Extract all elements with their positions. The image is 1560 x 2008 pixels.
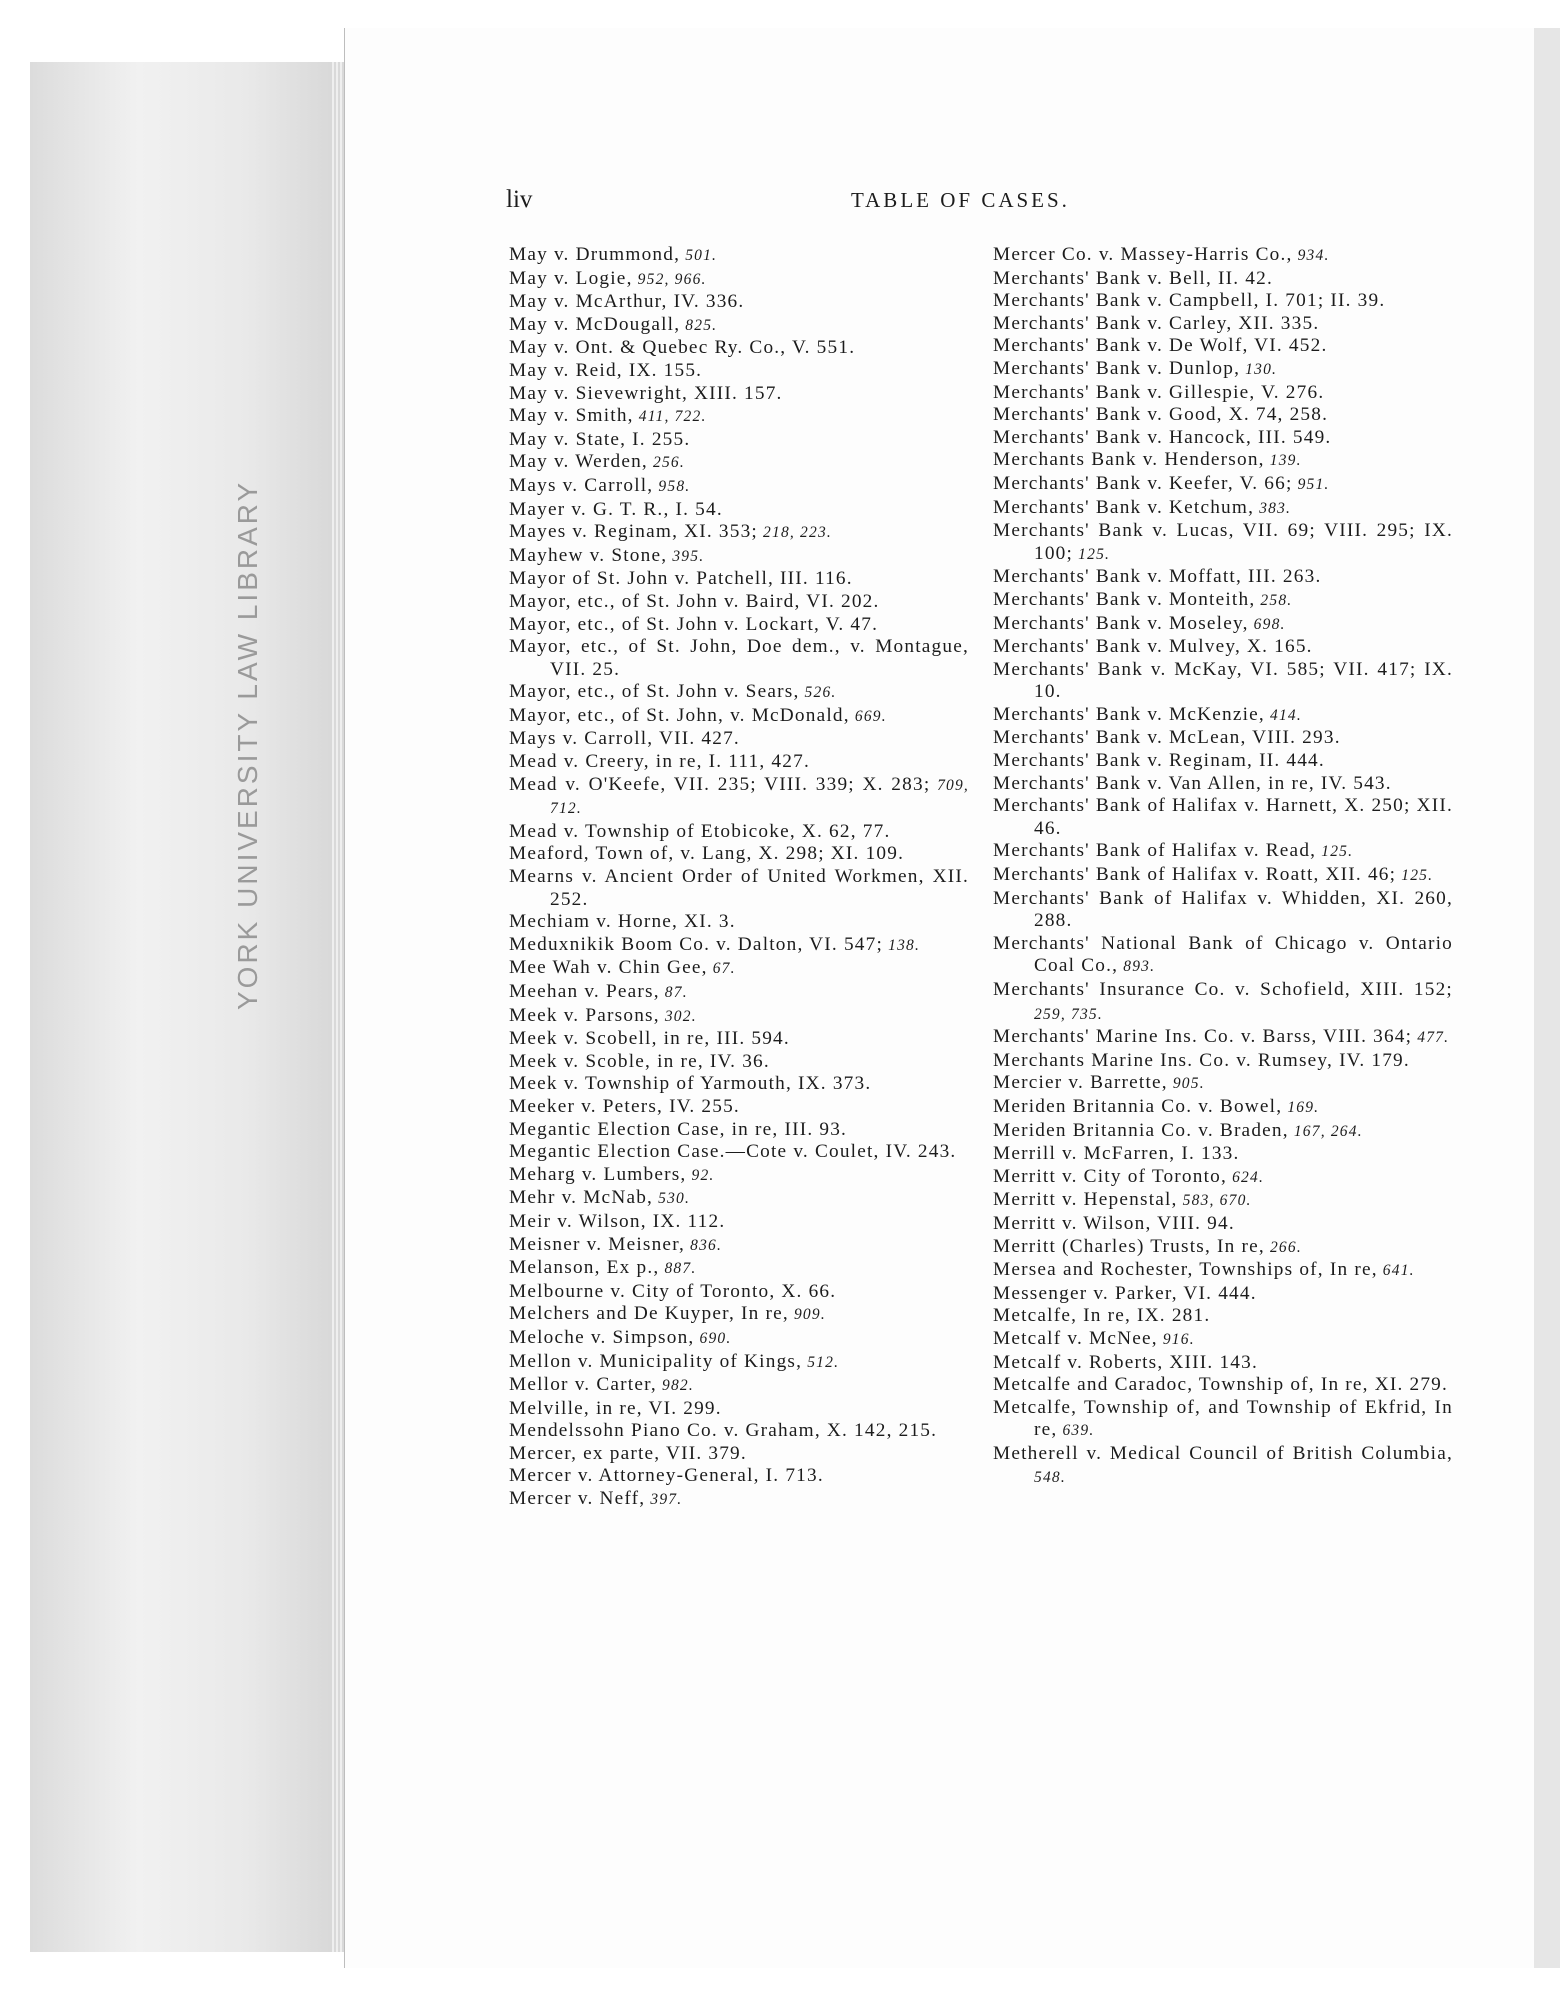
- case-citation: Merchants' Bank v. Carley, XII. 335.: [993, 312, 1320, 334]
- case-entry: [509, 314, 969, 338]
- case-entry: [509, 774, 969, 821]
- case-entry: [509, 451, 969, 475]
- page-reference: 125.: [1316, 843, 1354, 861]
- case-citation: Merchants' Bank v. Ketchum,: [993, 496, 1255, 518]
- case-entry: [509, 1465, 969, 1488]
- page-reference: 395.: [667, 547, 705, 565]
- case-entry: [993, 1026, 1453, 1050]
- page-reference: 639.: [1057, 1422, 1095, 1440]
- page-reference: 958.: [653, 477, 691, 495]
- case-entry: [993, 268, 1453, 291]
- case-entry: [993, 473, 1453, 497]
- case-entry: [509, 337, 969, 360]
- page-reference: 909.: [788, 1306, 826, 1324]
- right-column: [993, 244, 1453, 1490]
- case-entry: [509, 911, 969, 934]
- case-entry: [509, 383, 969, 406]
- page-reference: 526.: [799, 684, 837, 702]
- page-reference: 67.: [707, 960, 736, 978]
- case-entry: [993, 1328, 1453, 1352]
- case-citation: Merchants' Bank v. Mulvey, X. 165.: [993, 636, 1313, 658]
- page-reference: 258.: [1255, 591, 1293, 609]
- page-reference: 905.: [1167, 1075, 1205, 1093]
- page-reference: 130.: [1240, 360, 1278, 378]
- case-citation: Meisner v. Meisner,: [509, 1233, 686, 1255]
- case-entry: [509, 1187, 969, 1211]
- case-entry: [993, 290, 1453, 313]
- case-entry: [509, 1443, 969, 1466]
- case-citation: Merchants' Bank of Halifax v. Roatt, XII. 46;: [993, 864, 1397, 886]
- case-entry: [509, 957, 969, 981]
- page-reference: 477.: [1412, 1029, 1450, 1047]
- page-edges: [330, 62, 344, 1952]
- case-entry: [993, 1189, 1453, 1213]
- case-entry: [509, 1303, 969, 1327]
- case-entry: [993, 566, 1453, 589]
- page-reference: 583, 670.: [1177, 1192, 1252, 1210]
- page-reference: 641.: [1377, 1262, 1415, 1280]
- case-entry: [993, 1283, 1453, 1306]
- case-entry: [993, 335, 1453, 358]
- case-entry: [993, 840, 1453, 864]
- case-entry: [509, 268, 969, 292]
- case-entry: [509, 728, 969, 751]
- case-entry: [509, 1234, 969, 1258]
- case-citation: Merchants' Bank v. Monteith,: [993, 588, 1256, 610]
- case-entry: [509, 499, 969, 522]
- page-reference: 501.: [680, 247, 718, 264]
- case-citation: Mays v. Carroll, VII. 427.: [509, 728, 740, 750]
- case-entry: [509, 1281, 969, 1304]
- case-citation: Metcalf v. Roberts, XIII. 143.: [993, 1351, 1258, 1373]
- case-entry: [993, 520, 1453, 566]
- case-citation: Meloche v. Simpson,: [509, 1326, 695, 1348]
- case-citation: Melbourne v. City of Toronto, X. 66.: [509, 1280, 837, 1302]
- case-entry: [509, 866, 969, 911]
- case-citation: Merchants' Bank v. McKenzie,: [993, 703, 1265, 725]
- case-entry: [993, 404, 1453, 427]
- case-entry: [509, 934, 969, 958]
- page-reference: 669.: [849, 707, 887, 725]
- page-reference: 259, 735.: [1034, 1005, 1103, 1023]
- case-entry: [993, 427, 1453, 450]
- case-entry: [509, 1211, 969, 1234]
- case-entry: [993, 313, 1453, 336]
- case-citation: Meek v. Scoble, in re, IV. 36.: [509, 1050, 770, 1072]
- page-number: liv: [506, 186, 533, 213]
- case-citation: Merchants' Bank v. Good, X. 74, 258.: [993, 404, 1329, 426]
- case-entry: [993, 773, 1453, 796]
- case-entry: [993, 1236, 1453, 1260]
- case-entry: [993, 659, 1453, 704]
- case-entry: [509, 1398, 969, 1421]
- case-citation: Metcalfe, In re, IX. 281.: [993, 1305, 1211, 1327]
- case-citation: Meek v. Township of Yarmouth, IX. 373.: [509, 1073, 872, 1095]
- case-entry: [993, 382, 1453, 405]
- case-citation: Merchants' Bank v. Bell, II. 42.: [993, 267, 1273, 289]
- case-citation: Mead v. Creery, in re, I. 111, 427.: [509, 751, 810, 773]
- case-entry: [509, 1164, 969, 1188]
- case-citation: Merrill v. McFarren, I. 133.: [993, 1143, 1240, 1165]
- case-entry: [509, 1028, 969, 1051]
- case-citation: Meriden Britannia Co. v. Bowel,: [993, 1095, 1283, 1117]
- book-spine: [30, 62, 341, 1952]
- case-entry: [509, 1051, 969, 1074]
- page-reference: 87.: [659, 984, 688, 1001]
- case-citation: Mercer v. Attorney-General, I. 713.: [509, 1465, 824, 1487]
- case-citation: Mersea and Rochester, Townships of, In re,: [993, 1259, 1378, 1281]
- case-entry: [509, 1420, 969, 1443]
- case-entry: [993, 888, 1453, 933]
- case-citation: Mercer Co. v. Massey-Harris Co.,: [993, 244, 1293, 265]
- page-reference: 934.: [1292, 247, 1330, 264]
- case-citation: Mayor, etc., of St. John, v. McDonald,: [509, 704, 850, 726]
- case-entry: [993, 704, 1453, 728]
- case-entry: [509, 1005, 969, 1029]
- case-citation: Mayor of St. John v. Patchell, III. 116.: [509, 568, 853, 590]
- case-citation: Mays v. Carroll,: [509, 474, 654, 496]
- case-citation: May v. Reid, IX. 155.: [509, 359, 703, 381]
- case-entry: [993, 589, 1453, 613]
- case-entry: [509, 1119, 969, 1142]
- case-citation: Messenger v. Parker, VI. 444.: [993, 1282, 1257, 1304]
- case-entry: [993, 1143, 1453, 1166]
- page-reference: 951.: [1292, 475, 1330, 493]
- case-entry: [993, 613, 1453, 637]
- case-citation: Merchants' Bank v. Dunlop,: [993, 357, 1241, 379]
- case-citation: May v. Logie,: [509, 267, 633, 289]
- case-entry: [509, 843, 969, 866]
- case-citation: Merchants' Bank v. Lucas, VII. 69; VIII. 295; IX. 100;: [993, 520, 1453, 564]
- page-reference: 302.: [659, 1007, 697, 1025]
- case-citation: Meharg v. Lumbers,: [509, 1163, 687, 1185]
- case-citation: Meek v. Parsons,: [509, 1004, 660, 1026]
- case-entry: [509, 591, 969, 614]
- case-citation: Merritt v. Wilson, VIII. 94.: [993, 1212, 1235, 1234]
- case-citation: Merchants' Bank v. McKay, VI. 585; VII. 417; IX. 10.: [993, 658, 1453, 703]
- case-entry: [509, 291, 969, 314]
- case-entry: [509, 429, 969, 452]
- case-citation: Merchants' Bank v. Campbell, I. 701; II. 39.: [993, 290, 1386, 312]
- case-entry: [509, 636, 969, 681]
- case-entry: [509, 1073, 969, 1096]
- case-entry: [993, 358, 1453, 382]
- case-entry: [509, 1374, 969, 1398]
- page-reference: 690.: [694, 1329, 732, 1347]
- case-entry: [509, 521, 969, 545]
- page-reference: 916.: [1157, 1330, 1195, 1348]
- case-citation: Merritt v. City of Toronto,: [993, 1165, 1228, 1187]
- page-reference: 893.: [1118, 958, 1156, 976]
- case-entry: [509, 475, 969, 499]
- page-reference: 397.: [645, 1491, 683, 1509]
- case-citation: Mayor, etc., of St. John, Doe dem., v. Montague, VII. 25.: [509, 636, 969, 680]
- right-page-edge: [1534, 28, 1560, 1968]
- case-entry: [993, 1096, 1453, 1120]
- case-citation: Merchants' Bank v. Van Allen, in re, IV. 543.: [993, 772, 1392, 794]
- case-citation: Meir v. Wilson, IX. 112.: [509, 1210, 726, 1232]
- case-citation: May v. McDougall,: [509, 313, 681, 335]
- page-reference: 952, 966.: [632, 270, 707, 288]
- case-citation: Merchants' Marine Ins. Co. v. Barss, VIII. 364;: [993, 1026, 1413, 1048]
- case-citation: Mellon v. Municipality of Kings,: [509, 1350, 803, 1372]
- case-entry: [993, 244, 1453, 268]
- page-reference: 266.: [1264, 1238, 1302, 1256]
- running-title: TABLE OF CASES.: [851, 188, 1070, 212]
- case-entry: [509, 244, 969, 268]
- case-citation: Merchants Marine Ins. Co. v. Rumsey, IV. 179.: [993, 1049, 1410, 1071]
- page-reference: 138.: [883, 936, 921, 954]
- case-citation: Melchers and De Kuyper, In re,: [509, 1303, 789, 1325]
- case-entry: [509, 405, 969, 429]
- case-entry: [993, 1120, 1453, 1144]
- case-citation: Mehr v. McNab,: [509, 1187, 654, 1209]
- case-citation: Mayhew v. Stone,: [509, 544, 668, 566]
- page-reference: 512.: [802, 1353, 840, 1371]
- case-citation: Merritt (Charles) Trusts, In re,: [993, 1235, 1265, 1257]
- case-entry: [993, 1072, 1453, 1096]
- page-reference: 548.: [1034, 1469, 1066, 1487]
- page-reference: 125.: [1073, 545, 1111, 563]
- case-citation: May v. Ont. & Quebec Ry. Co., V. 551.: [509, 337, 856, 359]
- case-citation: Mayor, etc., of St. John v. Lockart, V. 47.: [509, 613, 879, 635]
- case-entry: [993, 1305, 1453, 1328]
- case-entry: [993, 1374, 1453, 1397]
- case-citation: May v. Werden,: [509, 451, 648, 473]
- page-reference: 825.: [680, 316, 718, 334]
- case-entry: [993, 1213, 1453, 1236]
- case-entry: [993, 497, 1453, 521]
- case-citation: Meaford, Town of, v. Lang, X. 298; XI. 109.: [509, 843, 905, 865]
- case-citation: Merchants' Bank v. Hancock, III. 549.: [993, 426, 1332, 448]
- left-column: [509, 244, 969, 1512]
- case-entry: [993, 449, 1453, 473]
- case-citation: Merchants' Bank v. McLean, VIII. 293.: [993, 727, 1341, 749]
- case-citation: Metcalfe, Township of, and Township of Ekfrid, In re,: [993, 1396, 1453, 1441]
- case-entry: [509, 568, 969, 591]
- page-reference: 414.: [1264, 706, 1302, 724]
- case-entry: [509, 1141, 969, 1164]
- case-citation: Merchants' Bank v. Moseley,: [993, 612, 1249, 634]
- case-citation: Merchants' Bank of Halifax v. Read,: [993, 840, 1317, 862]
- page-reference: 125.: [1396, 867, 1434, 885]
- case-citation: Mayer v. G. T. R., I. 54.: [509, 498, 723, 520]
- case-entry: [993, 1352, 1453, 1375]
- case-citation: Merchants' Bank v. Keefer, V. 66;: [993, 472, 1293, 494]
- case-citation: Mercer v. Neff,: [509, 1488, 646, 1510]
- case-citation: Merchants' Bank of Halifax v. Harnett, X. 250; XII. 46.: [993, 795, 1453, 839]
- case-entry: [509, 545, 969, 569]
- case-entry: [509, 614, 969, 637]
- case-entry: [509, 1327, 969, 1351]
- case-citation: Melville, in re, VI. 299.: [509, 1397, 722, 1419]
- case-entry: [993, 864, 1453, 888]
- case-entry: [993, 750, 1453, 773]
- case-entry: [509, 981, 969, 1005]
- case-citation: Mayor, etc., of St. John v. Baird, VI. 202.: [509, 590, 880, 612]
- case-entry: [509, 360, 969, 383]
- case-citation: Meek v. Scobell, in re, III. 594.: [509, 1028, 790, 1050]
- case-citation: Meeker v. Peters, IV. 255.: [509, 1095, 740, 1117]
- page-reference: 169.: [1282, 1098, 1320, 1116]
- case-entry: [993, 636, 1453, 659]
- case-citation: Melanson, Ex p.,: [509, 1257, 660, 1279]
- page-reference: 530.: [653, 1190, 691, 1208]
- page-reference: 836.: [685, 1236, 723, 1254]
- case-citation: Mercier v. Barrette,: [993, 1072, 1168, 1094]
- case-citation: Mendelssohn Piano Co. v. Graham, X. 142, 215.: [509, 1420, 938, 1442]
- page-reference: 218, 223.: [757, 524, 832, 542]
- page-reference: 92.: [686, 1166, 715, 1184]
- case-entry: [509, 1096, 969, 1119]
- case-entry: [509, 1488, 969, 1512]
- library-stamp: YORK UNIVERSITY LAW LIBRARY: [232, 479, 263, 1010]
- case-citation: Mead v. O'Keefe, VII. 235; VIII. 339; X. 283;: [509, 773, 931, 795]
- case-entry: [993, 727, 1453, 750]
- page-reference: 411, 722.: [633, 408, 707, 426]
- case-entry: [993, 1050, 1453, 1073]
- case-entry: [509, 1351, 969, 1375]
- case-citation: Mearns v. Ancient Order of United Workmen, XII. 252.: [509, 866, 969, 910]
- case-citation: Merchants' Insurance Co. v. Schofield, XIII. 152;: [993, 979, 1453, 1000]
- page-reference: 698.: [1248, 615, 1286, 633]
- case-citation: Metherell v. Medical Council of British Columbia,: [993, 1442, 1453, 1464]
- case-citation: Megantic Election Case, in re, III. 93.: [509, 1118, 848, 1140]
- case-citation: Mayor, etc., of St. John v. Sears,: [509, 681, 800, 703]
- case-citation: May v. Drummond,: [509, 244, 681, 265]
- case-citation: May v. McArthur, IV. 336.: [509, 291, 745, 313]
- page-reference: 709, 712.: [550, 776, 969, 818]
- case-entry: [509, 1257, 969, 1281]
- case-entry: [509, 821, 969, 844]
- case-entry: [993, 979, 1453, 1026]
- case-citation: Mayes v. Reginam, XI. 353;: [509, 521, 758, 543]
- case-entry: [993, 795, 1453, 840]
- case-entry: [993, 1397, 1453, 1443]
- page-reference: 167, 264.: [1288, 1122, 1363, 1140]
- case-entry: [993, 1259, 1453, 1283]
- case-citation: Merchants Bank v. Henderson,: [993, 449, 1265, 471]
- case-citation: May v. Sievewright, XIII. 157.: [509, 382, 783, 404]
- case-citation: Meriden Britannia Co. v. Braden,: [993, 1119, 1289, 1141]
- page-reference: 383.: [1254, 499, 1292, 517]
- case-citation: Mellor v. Carter,: [509, 1374, 657, 1396]
- page-reference: 139.: [1264, 452, 1302, 470]
- case-citation: May v. State, I. 255.: [509, 428, 691, 450]
- case-citation: Merchants' Bank v. De Wolf, VI. 452.: [993, 335, 1328, 357]
- page-header: [506, 186, 1406, 220]
- page-reference: 256.: [647, 454, 685, 472]
- case-citation: Merchants' Bank of Halifax v. Whidden, XI. 260, 288.: [993, 887, 1453, 932]
- case-entry: [993, 933, 1453, 979]
- case-citation: Mead v. Township of Etobicoke, X. 62, 77.: [509, 820, 891, 842]
- page-reference: 887.: [659, 1260, 697, 1278]
- case-citation: Mechiam v. Horne, XI. 3.: [509, 911, 736, 933]
- case-entry: [993, 1166, 1453, 1190]
- page-reference: 624.: [1227, 1168, 1265, 1186]
- case-entry: [509, 705, 969, 729]
- case-citation: Metcalfe and Caradoc, Township of, In re, XI. 279.: [993, 1374, 1449, 1396]
- case-citation: Merritt v. Hepenstal,: [993, 1189, 1178, 1211]
- case-citation: May v. Smith,: [509, 405, 634, 427]
- case-citation: Merchants' Bank v. Reginam, II. 444.: [993, 750, 1325, 772]
- case-citation: Merchants' Bank v. Moffatt, III. 263.: [993, 566, 1322, 588]
- case-entry: [509, 751, 969, 774]
- case-citation: Merchants' National Bank of Chicago v. Ontario Coal Co.,: [993, 932, 1453, 977]
- case-citation: Mee Wah v. Chin Gee,: [509, 957, 708, 979]
- case-citation: Merchants' Bank v. Gillespie, V. 276.: [993, 381, 1325, 403]
- case-citation: Metcalf v. McNee,: [993, 1327, 1158, 1349]
- case-entry: [993, 1443, 1453, 1490]
- case-entry: [509, 681, 969, 705]
- page-reference: 982.: [656, 1377, 694, 1395]
- case-citation: Mercer, ex parte, VII. 379.: [509, 1442, 747, 1464]
- case-citation: Megantic Election Case.—Cote v. Coulet, IV. 243.: [509, 1141, 957, 1163]
- case-citation: Meduxnikik Boom Co. v. Dalton, VI. 547;: [509, 933, 884, 955]
- case-citation: Meehan v. Pears,: [509, 981, 660, 1002]
